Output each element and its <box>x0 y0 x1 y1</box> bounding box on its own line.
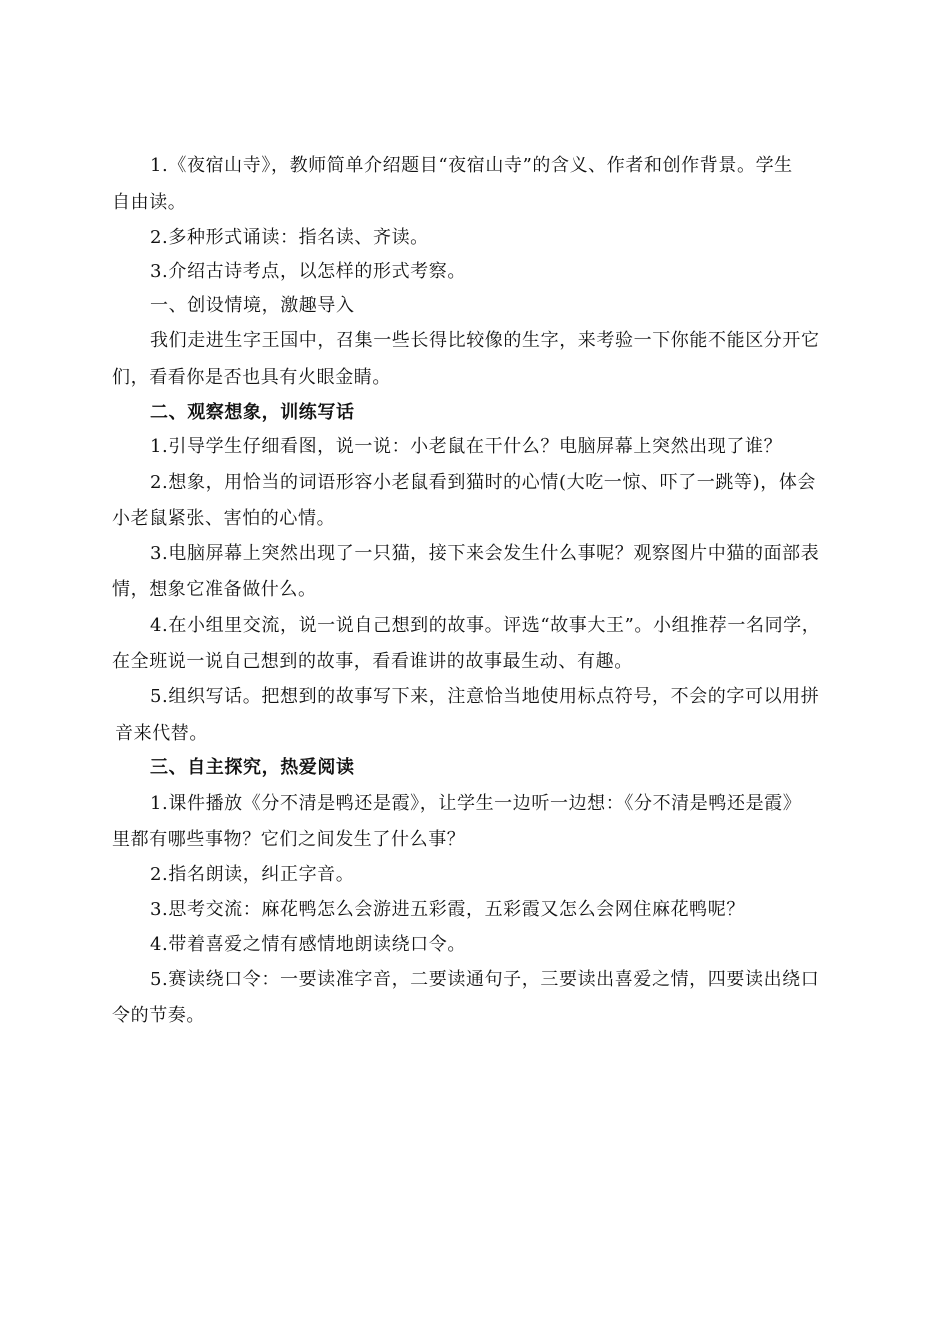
paragraph-line: 我们走进生字王国中，召集一些长得比较像的生字，来考验一下你能不能区分开它 <box>150 330 820 351</box>
paragraph-line: 3.思考交流：麻花鸭怎么会游进五彩霞，五彩霞又怎么会网住麻花鸭呢？ <box>150 899 745 920</box>
paragraph-line: 5.组织写话。把想到的故事写下来，注意恰当地使用标点符号，不会的字可以用拼 <box>150 686 820 707</box>
paragraph-line: 3.电脑屏幕上突然出现了一只猫，接下来会发生什么事呢？观察图片中猫的面部表 <box>150 543 820 564</box>
paragraph-line: 小老鼠紧张、害怕的心情。 <box>112 508 336 529</box>
paragraph-line: 2.指名朗读，纠正字音。 <box>150 864 355 885</box>
paragraph-line: 里都有哪些事物？它们之间发生了什么事？ <box>112 829 466 850</box>
paragraph-line: 情，想象它准备做什么。 <box>112 579 317 600</box>
paragraph-line: 自由读。 <box>112 192 187 213</box>
paragraph-line: 2.多种形式诵读：指名读、齐读。 <box>150 227 429 248</box>
section-heading: 二、观察想象，训练写话 <box>150 402 355 423</box>
paragraph-line: 们，看看你是否也具有火眼金睛。 <box>112 367 391 388</box>
paragraph-line: 1.《夜宿山寺》，教师简单介绍题目“夜宿山寺”的含义、作者和创作背景。学生 <box>150 155 793 176</box>
paragraph-line: 1.课件播放《分不清是鸭还是霞》，让学生一边听一边想：《分不清是鸭还是霞》 <box>150 793 802 814</box>
paragraph-line: 音来代替。 <box>115 723 208 744</box>
paragraph-line: 在全班说一说自己想到的故事，看看谁讲的故事最生动、有趣。 <box>112 651 633 672</box>
paragraph-line: 3.介绍古诗考点，以怎样的形式考察。 <box>150 261 466 282</box>
paragraph-line: 1.引导学生仔细看图，说一说：小老鼠在干什么？电脑屏幕上突然出现了谁？ <box>150 436 783 457</box>
paragraph-line: 5.赛读绕口令：一要读准字音，二要读通句子，三要读出喜爱之情，四要读出绕口 <box>150 969 820 990</box>
paragraph-line: 4.在小组里交流，说一说自己想到的故事。评选“故事大王”。小组推荐一名同学， <box>150 615 821 636</box>
paragraph-line: 4.带着喜爱之情有感情地朗读绕口令。 <box>150 934 466 955</box>
section-heading: 一、创设情境，激趣导入 <box>150 295 355 316</box>
section-heading: 三、自主探究，热爱阅读 <box>150 757 355 778</box>
paragraph-line: 2.想象，用恰当的词语形容小老鼠看到猫时的心情(大吃一惊、吓了一跳等)，体会 <box>150 472 817 493</box>
paragraph-line: 令的节奏。 <box>112 1005 205 1026</box>
